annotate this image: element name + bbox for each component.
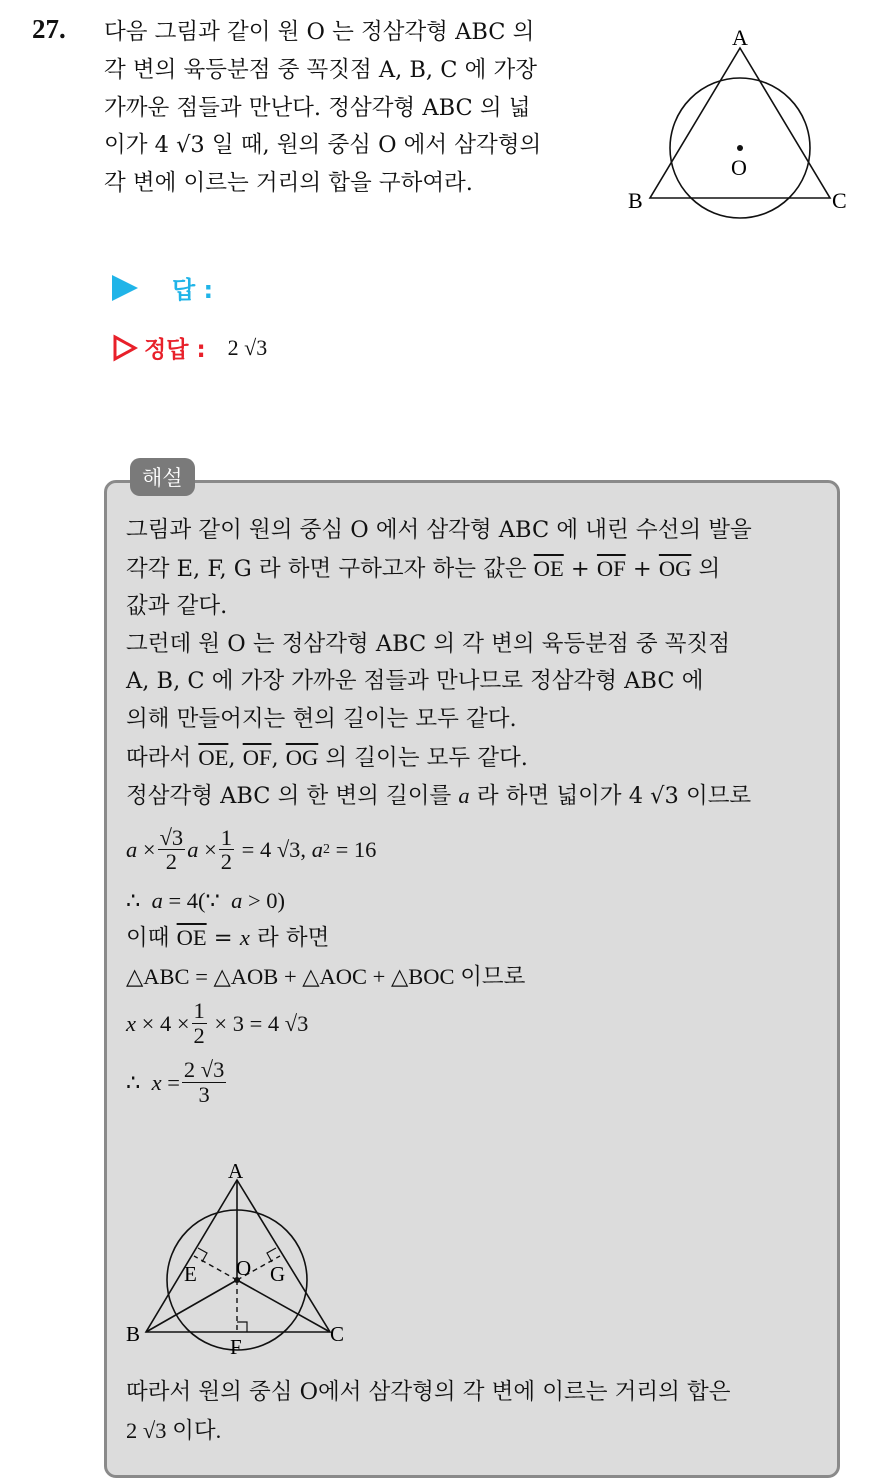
correct-answer-label: 정답 : [144, 337, 206, 363]
solution-text [126, 512, 826, 1114]
solution-line: 의해 만들어지는 현의 길이는 모두 같다. [126, 705, 517, 732]
question-text [104, 14, 604, 203]
center-point [737, 145, 743, 151]
solution-conclusion [126, 1374, 826, 1449]
svg-text:E: E [184, 1262, 197, 1286]
solution-line: 정삼각형 ABC 의 한 변의 길이를 a 라 하면 넓이가 4 √3 이므로 [126, 783, 752, 810]
solution-line: 값과 같다. [126, 593, 228, 620]
right-angle-e [198, 1248, 207, 1262]
outline-play-icon [112, 334, 138, 362]
question-line: 각 변의 육등분점 중 꼭짓점 A, B, C 에 가장 [104, 56, 537, 83]
segment-of: $\overline{OF}$ [596, 555, 626, 581]
solution-line: 각각 E, F, G 라 하면 구하고자 하는 값은 $\overline{OE} + \overline{OF} + \overline{OG}$ 의 [126, 555, 721, 582]
solution-tab: 해설 [130, 458, 195, 496]
svg-text:B: B [126, 1322, 141, 1346]
question-line: 다음 그림과 같이 원 O 는 정삼각형 ABC 의 [104, 19, 535, 45]
solution-line: 그림과 같이 원의 중심 O 에서 삼각형 ABC 에 내린 수선의 발을 [126, 517, 752, 543]
label-b: B [628, 188, 643, 213]
play-icon [112, 275, 138, 301]
question-line: 각 변에 이르는 거리의 합을 구하여라. [104, 170, 473, 197]
segment-bo [146, 1280, 237, 1332]
solution-line: 따라서 원의 중심 O에서 삼각형의 각 변에 이르는 거리의 합은 [126, 1379, 731, 1405]
equation-area: a × $\frac{√3}{2}$ a × $\frac{1}{2}$ = 4 √3, a 2 = 16 [126, 824, 377, 875]
solution-line: A, B, C 에 가장 가까운 점들과 만나므로 정삼각형 ABC 에 [126, 668, 704, 695]
svg-text:O: O [236, 1256, 252, 1280]
segment-oe [194, 1256, 237, 1280]
segment-og: $\overline{OG}$ [658, 555, 692, 581]
svg-text:F: F [230, 1335, 242, 1358]
answer-row [112, 270, 213, 305]
solution-line: 이때 $\overline{OE} = x$ 라 하면 [126, 925, 330, 952]
solution-line: 따라서 $\overline{OE}$, $\overline{OF}$, $\overline{OG}$ 의 길이는 모두 같다. [126, 744, 528, 771]
svg-text:C: C [330, 1322, 345, 1346]
segment-co [237, 1280, 330, 1332]
solution-line: 2 √3 이다. [126, 1417, 222, 1443]
equation-area-sum: △ABC = △AOB + △AOC + △BOC 이므로 [126, 963, 526, 989]
segment-oe: $\overline{OE}$ [533, 555, 564, 581]
svg-text:A: A [228, 1159, 244, 1183]
correct-answer-value: 2 √3 [227, 334, 268, 360]
answer-label: 답 : [172, 276, 214, 304]
right-angle-f [237, 1322, 247, 1332]
label-a: A [732, 25, 748, 50]
label-c: C [832, 188, 847, 213]
solution-line: 그런데 원 O 는 정삼각형 ABC 의 각 변의 육등분점 중 꼭짓점 [126, 630, 730, 657]
equation-x: x × 4 × $\frac{1}{2}$ × 3 = 4 √3 [126, 998, 309, 1049]
equation-x-value: ∴ x = $\frac{2 √3}{3}$ [126, 1057, 225, 1108]
question-line: 이가 4 √3 일 때, 원의 중심 O 에서 삼각형의 [104, 132, 542, 159]
question-figure [620, 20, 860, 225]
correct-answer-row [112, 331, 267, 364]
right-angle-g [267, 1248, 276, 1262]
equation-a-value: ∴ a = 4(∵ a > 0) [126, 887, 286, 913]
solution-figure [124, 1158, 364, 1358]
svg-text:G: G [270, 1262, 286, 1286]
label-o: O [731, 155, 747, 180]
question-line: 가까운 점들과 만난다. 정삼각형 ABC 의 넓 [104, 94, 531, 121]
question-number: 27. [32, 14, 66, 44]
